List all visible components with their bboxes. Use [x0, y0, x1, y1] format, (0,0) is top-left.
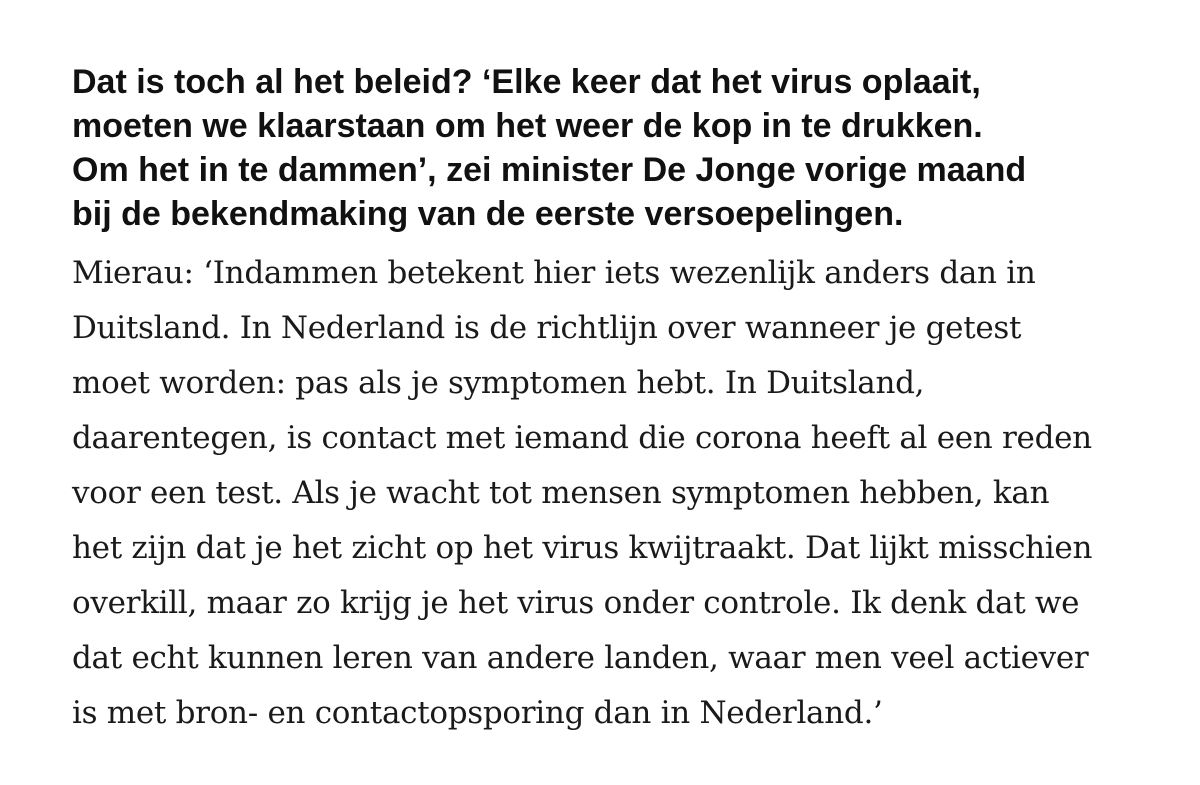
answer-line: het zijn dat je het zicht op het virus kwijtraakt. Dat lijkt misschien [72, 530, 1093, 566]
answer-line: dat echt kunnen leren van andere landen, waar men veel actiever [72, 640, 1089, 676]
question-line: Dat is toch al het beleid? ‘Elke keer dat het virus oplaait, [72, 63, 981, 101]
article-excerpt [72, 60, 1152, 741]
question-line: bij de bekendmaking van de eerste versoepelingen. [72, 195, 904, 233]
answer-line: moet worden: pas als je symptomen hebt. In Duitsland, [72, 365, 925, 401]
answer-line: is met bron- en contactopsporing dan in Nederland.’ [72, 695, 883, 731]
answer-line: voor een test. Als je wacht tot mensen symptomen hebben, kan [72, 475, 1050, 511]
interview-question [72, 60, 1152, 236]
answer-line: overkill, maar zo krijg je het virus onder controle. Ik denk dat we [72, 585, 1080, 621]
answer-line: Duitsland. In Nederland is de richtlijn over wanneer je getest [72, 310, 1022, 346]
answer-line: Mierau: ‘Indammen betekent hier iets wezenlijk anders dan in [72, 255, 1036, 291]
answer-line: daarentegen, is contact met iemand die corona heeft al een reden [72, 420, 1092, 456]
question-line: moeten we klaarstaan om het weer de kop in te drukken. [72, 107, 983, 145]
question-line: Om het in te dammen’, zei minister De Jonge vorige maand [72, 151, 1027, 189]
interview-answer [72, 246, 1152, 741]
